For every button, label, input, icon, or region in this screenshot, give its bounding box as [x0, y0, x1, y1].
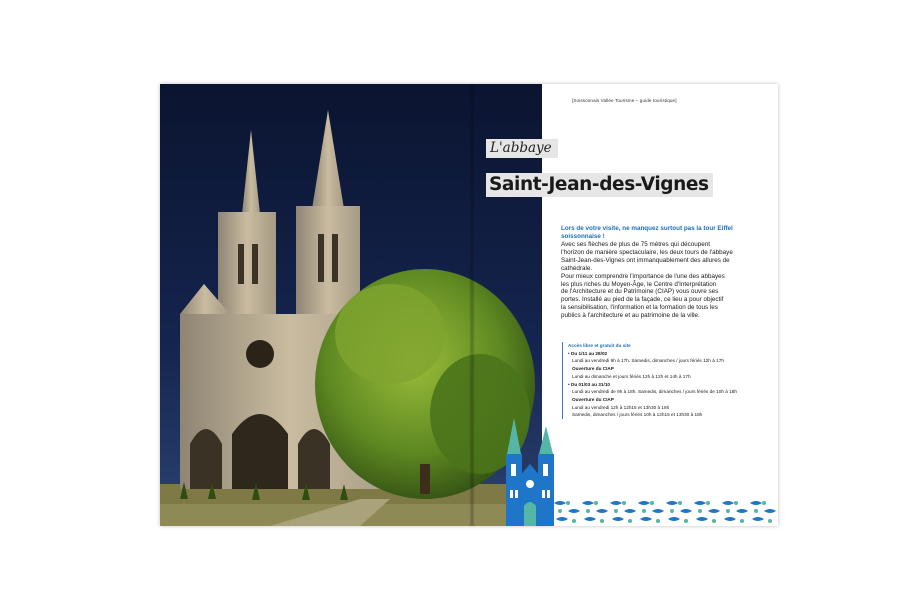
body-line: Avec ses flèches de plus de 75 mètres qui découpent	[561, 241, 711, 248]
body-line: Pour mieux comprendre l'importance de l'une des abbayes	[561, 272, 725, 280]
period-1-hours: Lundi au vendredi 9h à 17h. Samedis, dimanches / jours fériés 12h à 17h	[572, 358, 724, 364]
running-head: [Soissonnais Vallée Tourisme – guide touristique]	[572, 98, 677, 103]
period-1-ciap-label: Ouverture du CIAP	[572, 366, 614, 372]
period-2-hours: Lundi au vendredi de 9h à 18h. Samedis, dimanches / jours fériés de 10h à 18h	[572, 389, 737, 395]
period-2-ciap-hours: Lundi au vendredi 12h à 12h15 et 13h30 à 18h	[572, 404, 670, 410]
body-line: de l'Architecture et du Patrimoine (CIAP) vous ouvre ses	[561, 288, 719, 296]
lead-paragraph: Lors de votre visite, ne manquez surtout pas la tour Eiffel soissonnaise !	[561, 225, 733, 240]
page-gutter-shadow	[469, 84, 475, 526]
body-line: la sensibilisation, l'information et la formation de tous les	[561, 304, 718, 312]
body-line: les plus riches du Moyen-Âge, le Centre d'Interprétation	[561, 280, 717, 288]
body-line: publics à l'architecture et au patrimoine de la ville.	[561, 312, 700, 320]
period-1-ciap-hours: Lundi au dimanche et jours fériés 12h à 12h et 14h à 17h	[572, 373, 691, 379]
info-heading: Accès libre et gratuit du site	[568, 343, 631, 348]
period-2: • Du 01/03 au 31/10	[568, 381, 611, 387]
church-illustration	[504, 418, 556, 526]
decorative-pattern-band	[554, 499, 778, 526]
period-2-ciap-label: Ouverture du CIAP	[572, 396, 614, 402]
body-line: portes. Installé au pied de la façade, ce lieu a pour objectif	[561, 296, 724, 304]
opening-hours-box	[562, 342, 776, 419]
body-line: l'horizon de manière spectaculaire, les deux tours de l'abbaye	[561, 248, 733, 256]
title-script: L'abbaye	[486, 139, 558, 158]
body-text	[561, 241, 751, 320]
body-line: Saint-Jean-des-Vignes ont immanquablement des allures de	[561, 256, 730, 264]
brochure-spread	[160, 84, 778, 526]
period-2-weekend-hours: Samedis, dimanches / jours fériés 10h à 12h15 et 13h30 à 18h	[572, 412, 703, 418]
period-1: • Du 1/11 au 28/02	[568, 350, 608, 356]
page-title: Saint-Jean-des-Vignes	[486, 173, 713, 197]
abbey-photo	[160, 84, 542, 526]
body-line: cathédrale.	[561, 264, 593, 272]
